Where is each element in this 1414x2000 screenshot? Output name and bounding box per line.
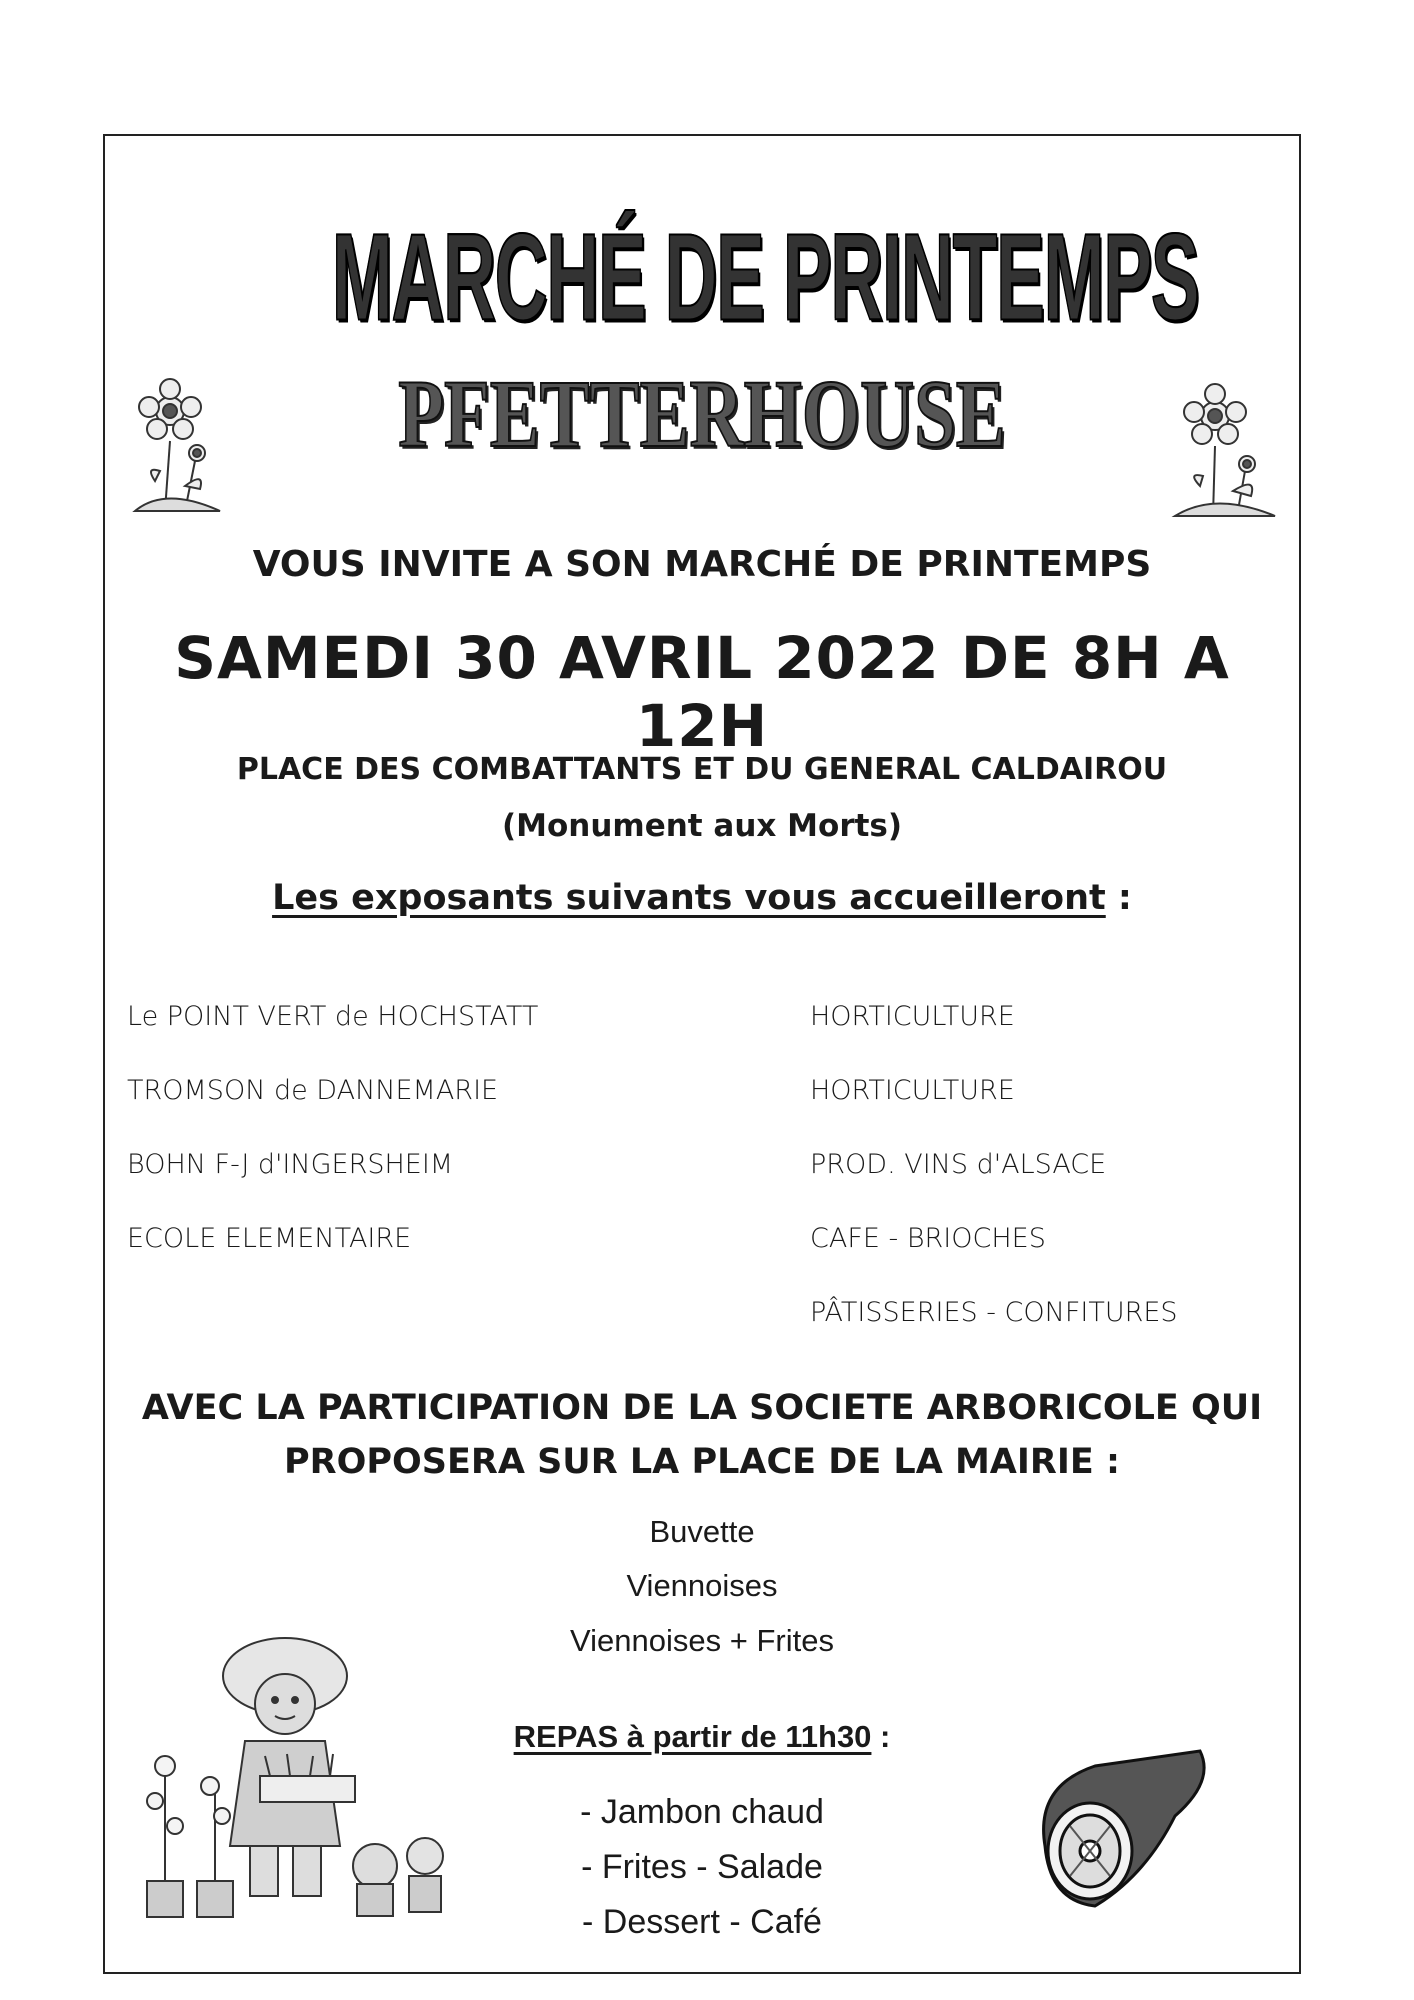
exhibitor-category: HORTICULTURE	[810, 1075, 1015, 1106]
exhibitor-row	[127, 1223, 1277, 1297]
exhibitor-category: PÂTISSERIES - CONFITURES	[810, 1297, 1178, 1328]
meal-heading: REPAS à partir de 11h30 :	[513, 1719, 891, 1754]
meal-item: - Dessert - Café	[582, 1903, 822, 1941]
event-date: SAMEDI 30 AVRIL 2022 DE 8H A 12H	[174, 624, 1230, 760]
invitation-text: VOUS INVITE A SON MARCHÉ DE PRINTEMPS	[252, 544, 1152, 585]
exhibitor-name: ECOLE ELEMENTAIRE	[127, 1223, 412, 1254]
exhibitor-name: Le POINT VERT de HOCHSTATT	[127, 1001, 539, 1032]
exhibitor-row	[127, 1075, 1277, 1149]
flower-right-icon	[1165, 376, 1285, 526]
event-landmark: (Monument aux Morts)	[501, 808, 903, 844]
event-place: PLACE DES COMBATTANTS ET DU GENERAL CALDAIROU	[236, 752, 1168, 787]
meal-item: - Frites - Salade	[581, 1848, 823, 1886]
offer-item: Viennoises	[626, 1568, 778, 1603]
gardener-icon	[125, 1616, 455, 1926]
flower-left-icon	[125, 371, 235, 521]
participation-line-1: AVEC LA PARTICIPATION DE LA SOCIETE ARBORICOLE QUI	[141, 1388, 1263, 1428]
exhibitor-row	[127, 1001, 1277, 1075]
offer-item: Buvette	[649, 1514, 755, 1549]
poster-frame	[103, 134, 1301, 1974]
exhibitor-category: PROD. VINS d'ALSACE	[810, 1149, 1107, 1180]
exhibitor-list	[127, 1001, 1277, 1371]
exhibitors-heading: Les exposants suivants vous accueilleront :	[272, 878, 1132, 918]
exhibitor-row	[127, 1149, 1277, 1223]
town-name: PFETTERHOUSE	[398, 360, 1006, 467]
poster-title: MARCHÉ DE PRINTEMPS	[331, 208, 1199, 347]
exhibitor-name: TROMSON de DANNEMARIE	[127, 1075, 499, 1106]
exhibitor-category: HORTICULTURE	[810, 1001, 1015, 1032]
offer-item: Viennoises + Frites	[570, 1623, 834, 1658]
exhibitor-row	[127, 1297, 1277, 1371]
exhibitor-name: BOHN F-J d'INGERSHEIM	[127, 1149, 454, 1180]
exhibitor-category: CAFE - BRIOCHES	[810, 1223, 1046, 1254]
participation-line-2: PROPOSERA SUR LA PLACE DE LA MAIRIE :	[284, 1442, 1120, 1482]
meal-item: - Jambon chaud	[580, 1793, 824, 1831]
ham-icon	[1025, 1726, 1225, 1916]
